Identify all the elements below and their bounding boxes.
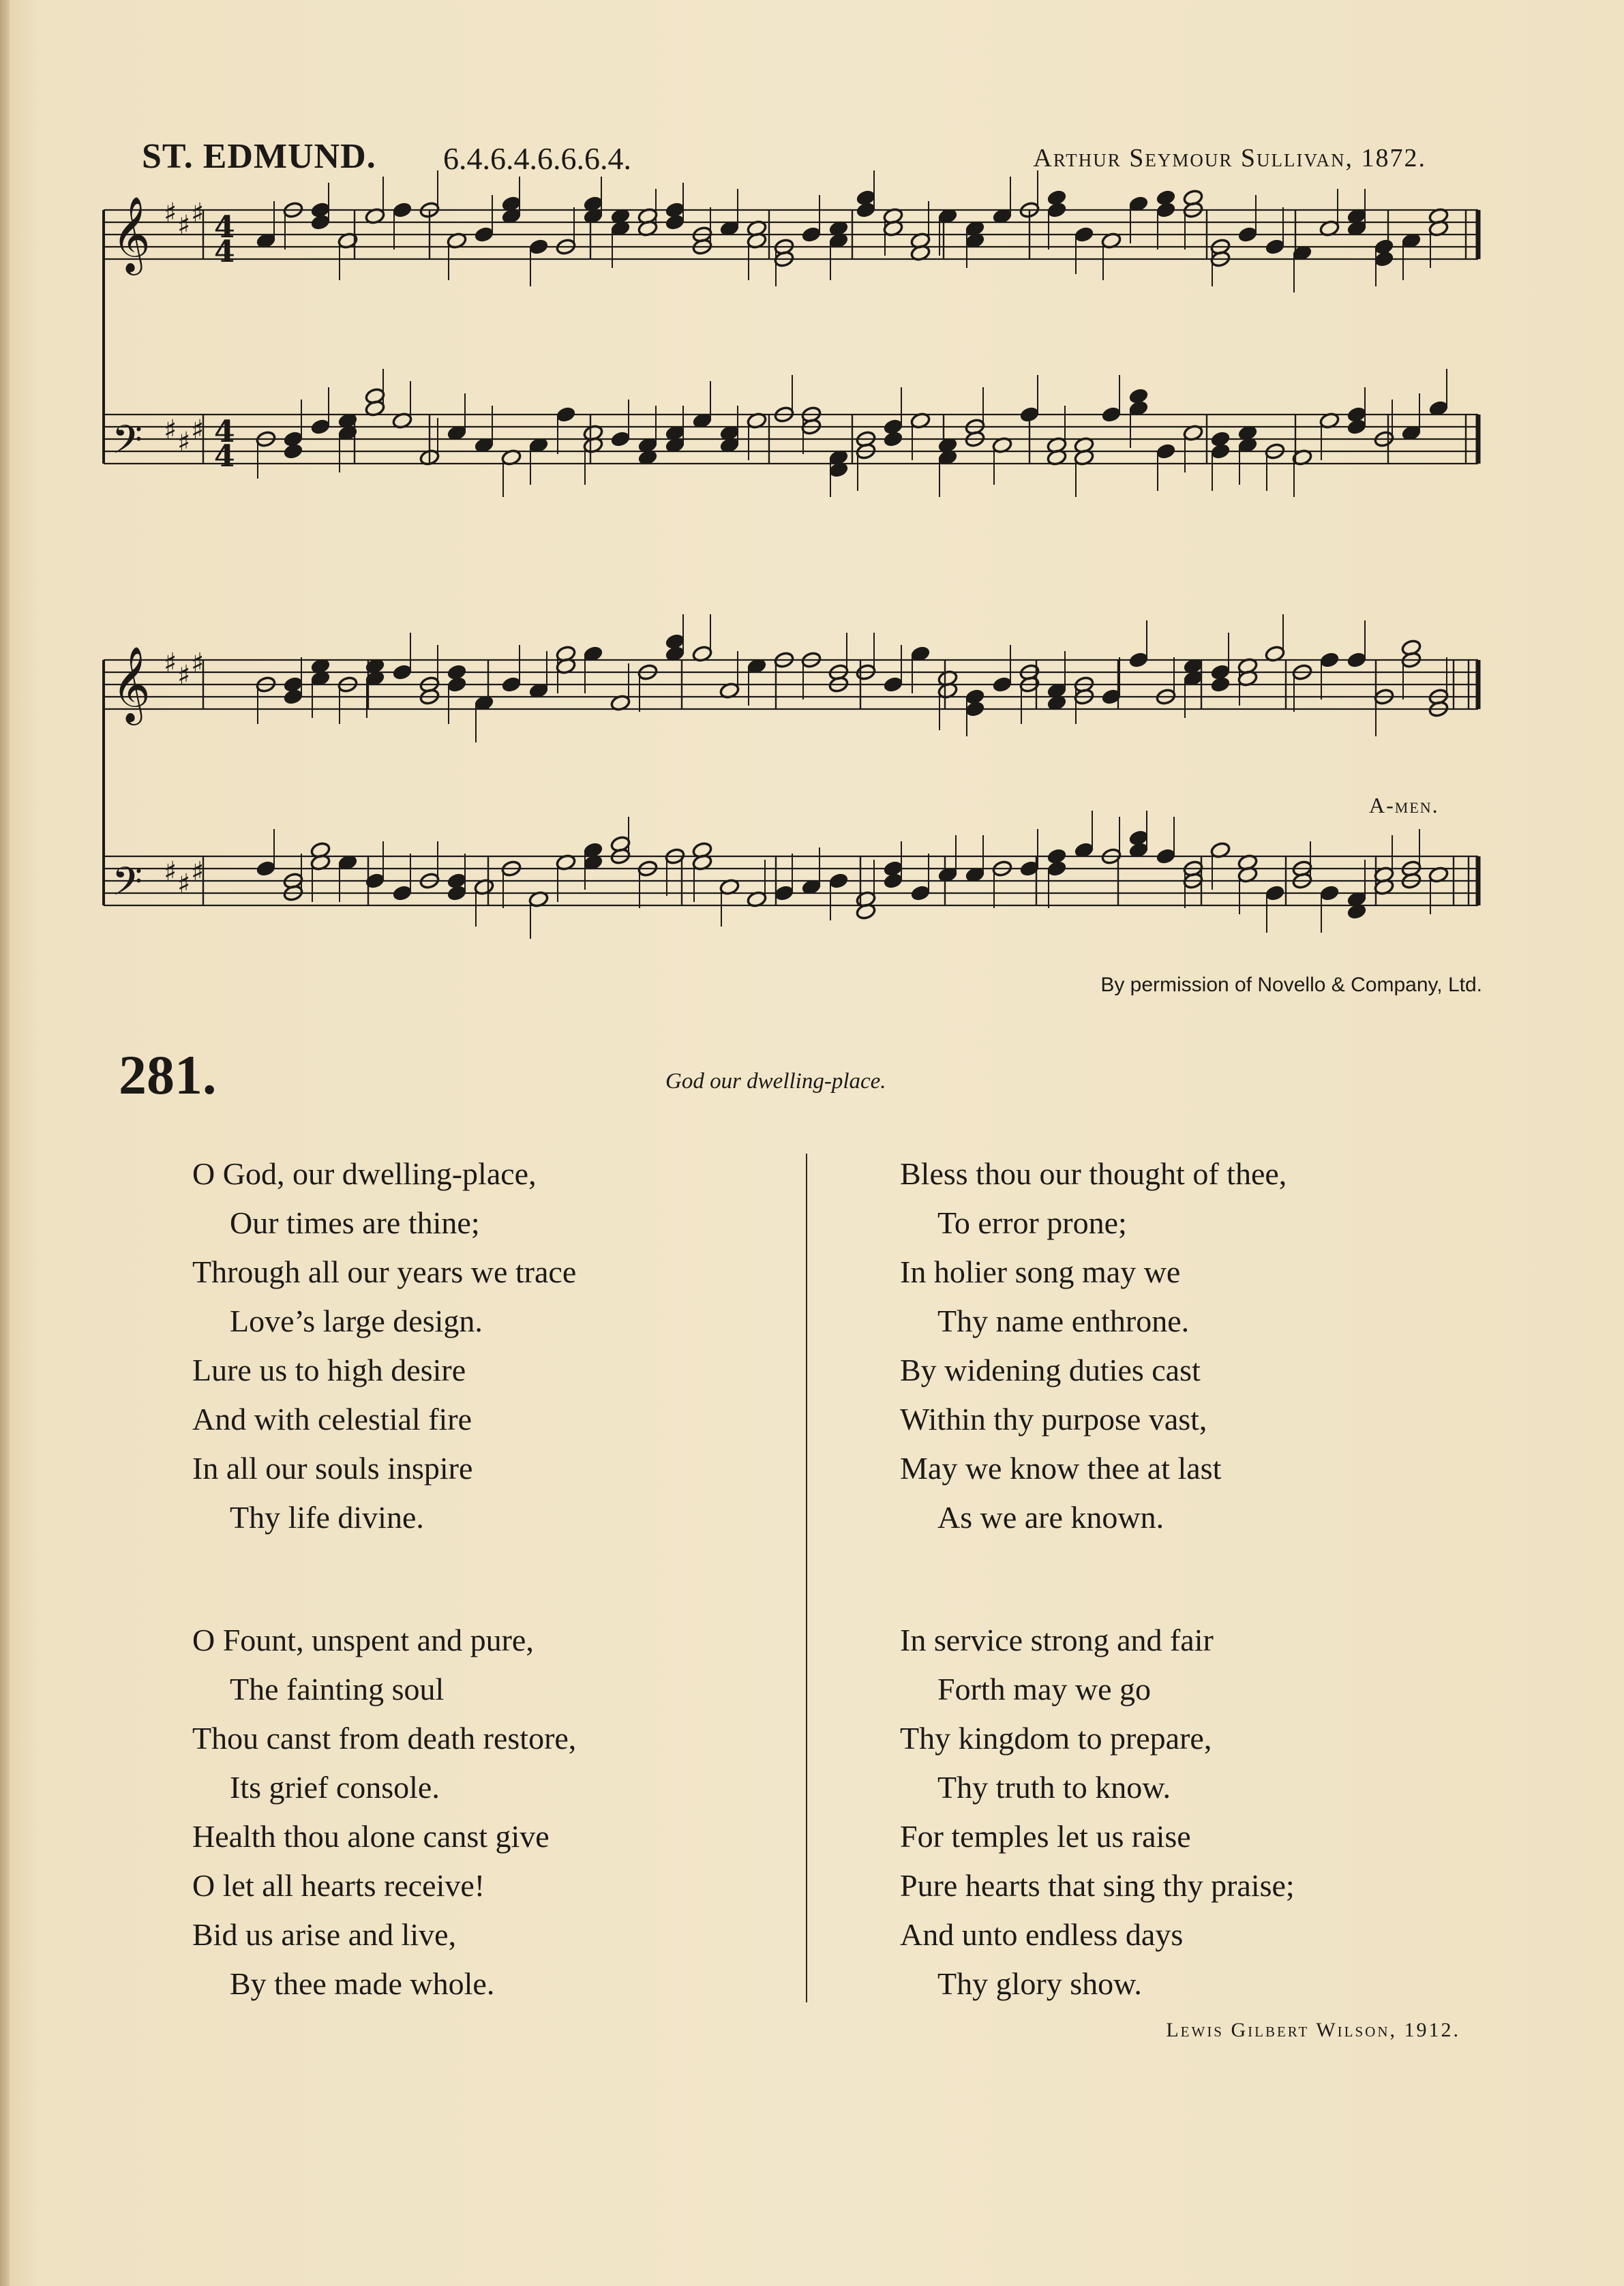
note-head — [828, 872, 849, 890]
note-head — [1101, 406, 1122, 423]
sharp-sign: ♯ — [191, 648, 205, 679]
stanza-line: O let all hearts receive! — [192, 1868, 485, 1903]
note-head — [910, 884, 931, 902]
stanza-line: May we know thee at last — [900, 1451, 1222, 1486]
note-head — [501, 676, 522, 693]
stanza-line: Lure us to high desire — [192, 1353, 466, 1387]
note-head — [665, 201, 686, 219]
stanza-line: Thy glory show. — [937, 1966, 1142, 2001]
sharp-sign: ♯ — [191, 198, 205, 229]
sharp-sign: ♯ — [191, 856, 205, 888]
sharp-sign: ♯ — [177, 869, 191, 900]
note-head — [474, 226, 495, 243]
note-head — [665, 633, 686, 650]
tune-name: ST. EDMUND. — [142, 137, 376, 176]
stanza-line: Health thou alone canst give — [192, 1819, 550, 1854]
note-head — [556, 406, 577, 423]
stanza-line: Thy life divine. — [230, 1500, 424, 1535]
sharp-sign: ♯ — [177, 660, 191, 691]
author-credit: Lewis Gilbert Wilson, 1912. — [1166, 2019, 1460, 2041]
note-head — [528, 238, 550, 256]
note-head — [1128, 387, 1149, 405]
note-head — [856, 189, 877, 207]
note-head — [1019, 406, 1040, 423]
note-head — [610, 430, 631, 448]
stanza-line: Our times are thine; — [230, 1205, 480, 1240]
stanza-line: For temples let us raise — [900, 1819, 1191, 1854]
treble-clef: 𝄞 — [112, 196, 151, 272]
note-head — [883, 676, 904, 693]
sharp-sign: ♯ — [164, 856, 177, 888]
note-head — [883, 860, 904, 877]
time-signature-top: 4 — [214, 210, 235, 245]
note-head — [965, 700, 986, 718]
note-head — [447, 872, 468, 890]
bass-clef: 𝄢 — [112, 417, 143, 472]
music-score — [0, 0, 1624, 1002]
stanza-line: Love’s large design. — [230, 1304, 483, 1338]
stanza-line: Within thy purpose vast, — [900, 1402, 1207, 1437]
note-head — [283, 676, 304, 693]
note-head — [1047, 189, 1068, 207]
sharp-sign: ♯ — [177, 210, 191, 241]
sharp-sign: ♯ — [191, 415, 205, 446]
sharp-sign: ♯ — [164, 198, 177, 229]
note-head — [1156, 189, 1177, 207]
note-head — [392, 884, 413, 902]
note-head — [310, 201, 331, 219]
note-head — [392, 201, 413, 219]
note-head — [1156, 847, 1177, 865]
stanza-3 — [192, 1616, 576, 2009]
amen-label: A-men. — [1369, 793, 1439, 817]
stanza-line: Thy kingdom to prepare, — [900, 1721, 1212, 1756]
stanza-line: In holier song may we — [900, 1254, 1181, 1289]
sharp-sign: ♯ — [164, 648, 177, 679]
note-head — [392, 663, 413, 681]
stanza-4 — [900, 1616, 1295, 2009]
note-head — [1374, 250, 1395, 268]
stanza-2 — [900, 1149, 1287, 1542]
stanza-line: Thou canst from death restore, — [192, 1721, 577, 1756]
stanza-line: Forth may we go — [937, 1672, 1152, 1706]
stanza-line: By thee made whole. — [230, 1966, 495, 2001]
stanza-line: Thy name enthrone. — [937, 1304, 1190, 1338]
note-head — [1210, 430, 1231, 448]
note-head — [1047, 847, 1068, 865]
note-head — [1156, 442, 1177, 460]
note-head — [283, 442, 304, 460]
treble-clef: 𝄞 — [112, 646, 151, 722]
stanza-line: Pure hearts that sing thy praise; — [900, 1868, 1295, 1903]
note-head — [310, 418, 331, 436]
note-head — [1128, 829, 1149, 847]
permission-note: By permission of Novello & Company, Ltd. — [1100, 974, 1482, 996]
stanza-line: Through all our years we trace — [192, 1254, 577, 1289]
note-head — [1319, 651, 1340, 669]
stanza-line: And unto endless days — [900, 1917, 1184, 1952]
stanza-line: In all our souls inspire — [192, 1451, 473, 1486]
sharp-sign: ♯ — [164, 415, 177, 446]
stanza-line: O God, our dwelling-place, — [192, 1156, 537, 1191]
tune-meter: 6.4.6.4.6.6.6.4. — [443, 141, 631, 176]
note-head — [1210, 676, 1231, 693]
stanza-line: O Fount, unspent and pure, — [192, 1623, 534, 1657]
note-head — [1265, 238, 1286, 256]
stanza-line: In service strong and fair — [900, 1623, 1214, 1657]
stanza-line: Thy truth to know. — [937, 1770, 1171, 1805]
note-head — [774, 884, 795, 902]
stanza-line: To error prone; — [937, 1205, 1127, 1240]
time-signature-bottom: 4 — [214, 439, 235, 474]
bass-clef: 𝄢 — [112, 858, 143, 914]
note-head — [1265, 884, 1286, 902]
stanza-line: And with celestial fire — [192, 1402, 472, 1437]
note-head — [447, 663, 468, 681]
note-head — [1074, 226, 1095, 243]
note-head — [883, 430, 904, 448]
time-signature-bottom: 4 — [214, 235, 235, 269]
note-head — [1128, 651, 1149, 669]
note-head — [1347, 406, 1368, 423]
note-head — [801, 226, 822, 243]
time-signature-top: 4 — [214, 415, 235, 449]
note-head — [1237, 226, 1259, 243]
stanza-1 — [192, 1149, 576, 1542]
note-head — [256, 860, 277, 877]
sharp-sign: ♯ — [177, 427, 191, 458]
note-head — [1347, 651, 1368, 669]
hymn-number: 281. — [119, 1044, 217, 1106]
column-divider — [806, 1154, 807, 2002]
stanza-line: Bless thou our thought of thee, — [900, 1156, 1287, 1191]
note-head — [992, 676, 1013, 693]
note-head — [1319, 884, 1340, 902]
composer-credit: Arthur Seymour Sullivan, 1872. — [1033, 144, 1426, 172]
stanza-line: Bid us arise and live, — [192, 1917, 457, 1952]
stanza-line: By widening duties cast — [900, 1353, 1201, 1387]
stanza-line: Its grief console. — [230, 1770, 440, 1805]
stanza-line: As we are known. — [937, 1500, 1164, 1535]
hymn-title: God our dwelling-place. — [665, 1069, 886, 1094]
stanza-line: The fainting soul — [230, 1672, 445, 1706]
